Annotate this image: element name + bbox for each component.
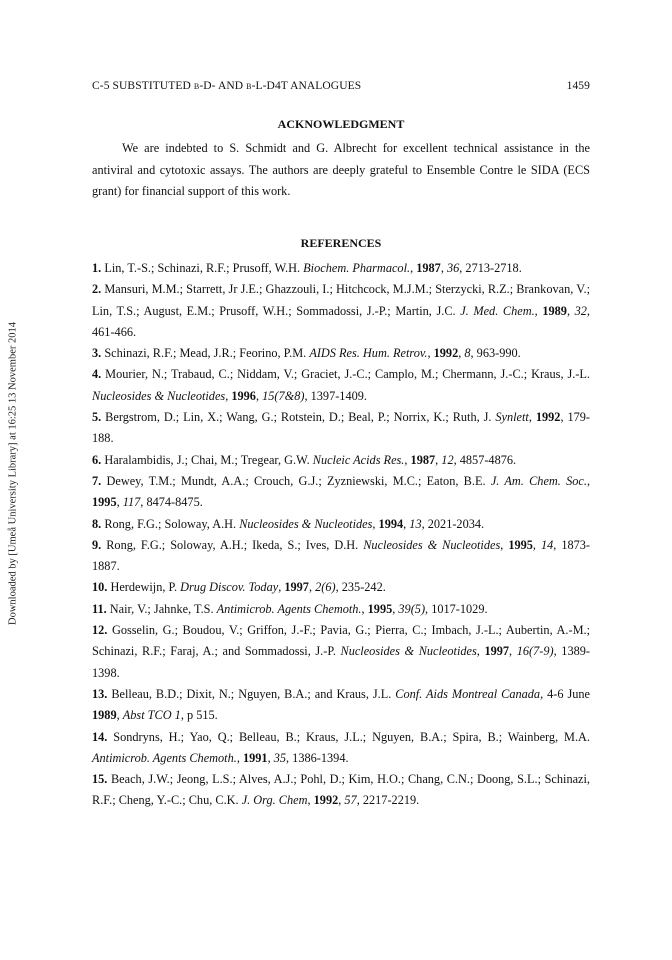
reference-authors: Nair, V.; Jahnke, T.S. xyxy=(109,601,214,616)
reference-authors: Bergstrom, D.; Lin, X.; Wang, G.; Rotstein, D.; Beal, P.; Norrix, K.; Ruth, J. xyxy=(105,410,492,425)
reference-authors: Schinazi, R.F.; Mead, J.R.; Feorino, P.M. xyxy=(104,346,307,361)
reference-item: 3. Schinazi, R.F.; Mead, J.R.; Feorino, P.M. AIDS Res. Hum. Retrov., 1992, 8, 963-990. xyxy=(92,346,521,361)
reference-pages: , 1017-1029. xyxy=(425,601,488,616)
reference-year: 1995 xyxy=(367,601,393,616)
reference-year: 1987 xyxy=(410,452,436,467)
reference-authors: Mourier, N.; Trabaud, C.; Niddam, V.; Graciet, J.-C.; Camplo, M.; Chermann, J.-C.; Kraus, J.-L. xyxy=(105,367,590,382)
reference-authors: Gosselin, G.; Boudou, V.; Griffon, J.-F.; Pavia, G.; Pierra, C.; Imbach, J.-L.; Aubertin, A.-M.; Schinazi, R.F.; Faraj, A.; and Sommadossi, J.-P. xyxy=(92,623,590,659)
reference-authors: Mansuri, M.M.; Starrett, Jr J.E.; Ghazzouli, I.; Hitchcock, M.J.M.; Sterzycki, R.Z.; Brankovan, V.; Lin, T.S.; August, E.M.; Prusoff, W.H.; Sommadossi, J.-P.; Martin, J.C. xyxy=(92,282,590,318)
reference-item: 11. Nair, V.; Jahnke, T.S. Antimicrob. Agents Chemoth., 1995, 39(5), 1017-1029. xyxy=(92,601,488,616)
reference-volume: 16(7-9) xyxy=(516,644,554,659)
reference-journal: Drug Discov. Today xyxy=(180,580,279,595)
reference-authors: Dewey, T.M.; Mundt, A.A.; Crouch, G.J.; Zyzniewski, M.C.; Eaton, B.E. xyxy=(106,473,486,488)
running-title: C-5 SUBSTITUTED β-D- AND β-L-D4T ANALOGUES xyxy=(92,80,362,92)
reference-number: 3. xyxy=(92,346,102,361)
running-header xyxy=(92,80,590,92)
reference-pages: , 1386-1394. xyxy=(286,750,349,765)
acknowledgment-heading: ACKNOWLEDGMENT xyxy=(277,117,405,131)
reference-item: 4. Mourier, N.; Trabaud, C.; Niddam, V.; Graciet, J.-C.; Camplo, M.; Chermann, J.-C.; Kraus, J.-L. Nucleosides & Nucleotides, 1996, 15(7&8), 1397-1409. xyxy=(92,367,590,403)
reference-journal: Antimicrob. Agents Chemoth. xyxy=(216,601,362,616)
reference-volume: 32 xyxy=(574,303,587,318)
reference-authors: Haralambidis, J.; Chai, M.; Tregear, G.W. xyxy=(104,452,310,467)
reference-year: 1987 xyxy=(416,261,441,275)
reference-item: 14. Sondryns, H.; Yao, Q.; Belleau, B.; Kraus, J.L.; Nguyen, B.A.; Spira, B.; Wainberg, M.A. Antimicrob. Agents Chemoth., 1991, 35, 1386-1394. xyxy=(92,729,590,765)
reference-year: 1995 xyxy=(508,537,533,552)
reference-pages: , p 515. xyxy=(180,708,218,723)
reference-number: 5. xyxy=(92,410,102,425)
reference-journal: Biochem. Pharmacol. xyxy=(303,261,411,275)
reference-pages: , 2021-2034. xyxy=(421,516,485,531)
reference-volume: 36 xyxy=(446,261,460,275)
reference-year: 1997 xyxy=(484,644,510,659)
acknowledgment-text: We are indebted to S. Schmidt and G. Albrecht for excellent technical assistance in the antiviral and cytotoxic assays. The authors are deeply grateful to Ensemble Contre le SIDA (ECS grant) for financial support of this work. xyxy=(92,141,590,198)
reference-volume: Abst TCO 1 xyxy=(122,708,181,723)
reference-authors: Lin, T.-S.; Schinazi, R.F.; Prusoff, W.H. xyxy=(104,261,301,275)
reference-number: 4. xyxy=(92,367,102,382)
reference-year: 1997 xyxy=(284,580,309,595)
reference-number: 10. xyxy=(92,580,108,595)
reference-journal: Nucleosides & Nucleotides xyxy=(340,644,477,659)
reference-year: 1992 xyxy=(535,410,561,425)
reference-volume: 57 xyxy=(344,793,357,808)
reference-item: 5. Bergstrom, D.; Lin, X.; Wang, G.; Rotstein, D.; Beal, P.; Norrix, K.; Ruth, J. Synlett, 1992, 179-188. xyxy=(92,410,590,446)
reference-authors: Sondryns, H.; Yao, Q.; Belleau, B.; Kraus, J.L.; Nguyen, B.A.; Spira, B.; Wainberg, M.A. xyxy=(113,729,590,744)
reference-year: 1992 xyxy=(433,346,459,361)
reference-pages: , 2713-2718. xyxy=(459,261,522,275)
reference-pages: , 963-990. xyxy=(470,346,521,361)
reference-journal: Synlett xyxy=(495,410,529,425)
reference-volume: 14 xyxy=(540,537,554,552)
reference-pages: , 2217-2219. xyxy=(356,793,420,808)
reference-volume: 2(6) xyxy=(315,580,336,595)
reference-journal: Nucleosides & Nucleotides xyxy=(92,388,226,403)
reference-journal: Nucleosides & Nucleotides xyxy=(363,537,501,552)
reference-volume: 35 xyxy=(273,750,287,765)
reference-year: 1989 xyxy=(92,708,117,723)
reference-journal: J. Org. Chem xyxy=(241,793,308,808)
reference-item: 13. Belleau, B.D.; Dixit, N.; Nguyen, B.A.; and Kraus, J.L. Conf. Aids Montreal Canada, 4-6 June 1989, Abst TCO 1, p 515. xyxy=(92,686,590,723)
reference-year: 1995 xyxy=(92,495,117,510)
reference-number: 2. xyxy=(92,282,102,297)
reference-volume: 8 xyxy=(464,346,471,361)
reference-pages: , 8474-8475. xyxy=(140,495,203,510)
reference-year: 1989 xyxy=(542,303,567,318)
reference-volume: 117 xyxy=(122,495,141,510)
reference-number: 1. xyxy=(92,261,102,275)
reference-volume: 15(7&8) xyxy=(262,388,305,403)
reference-item: 2. Mansuri, M.M.; Starrett, Jr J.E.; Ghazzouli, I.; Hitchcock, M.J.M.; Sterzycki, R.Z.; Brankovan, V.; Lin, T.S.; August, E.M.; Prusoff, W.H.; Sommadossi, J.-P.; Martin, J.C. J. Med. Chem., 1989, 32, 461-466. xyxy=(92,282,590,339)
reference-authors: Rong, F.G.; Soloway, A.H.; Ikeda, S.; Ives, D.H. xyxy=(106,537,359,552)
reference-volume: 13 xyxy=(409,516,422,531)
reference-item: 15. Beach, J.W.; Jeong, L.S.; Alves, A.J.; Pohl, D.; Kim, H.O.; Chang, C.N.; Doong, S.L.; Schinazi, R.F.; Cheng, Y.-C.; Chu, C.K. J. Org. Chem, 1992, 57, 2217-2219. xyxy=(92,772,591,808)
reference-volume: 39(5) xyxy=(398,601,426,616)
reference-number: 13. xyxy=(92,686,108,701)
reference-volume: 12 xyxy=(441,452,454,467)
reference-number: 12. xyxy=(92,623,108,638)
references-heading: REFERENCES xyxy=(300,236,382,250)
page-number: 1459 xyxy=(566,80,590,92)
reference-pages: , 1389-1398. xyxy=(92,644,590,680)
reference-list xyxy=(92,258,590,812)
reference-number: 9. xyxy=(92,537,102,552)
reference-number: 11. xyxy=(92,601,107,616)
reference-pages: , 1397-1409. xyxy=(304,388,367,403)
reference-year: 1996 xyxy=(231,388,256,403)
download-watermark: Downloaded by [Umeå University Library] at 16:25 13 November 2014 xyxy=(7,322,19,625)
reference-authors: Belleau, B.D.; Dixit, N.; Nguyen, B.A.; and Kraus, J.L. xyxy=(111,686,392,701)
reference-item: 10. Herdewijn, P. Drug Discov. Today, 1997, 2(6), 235-242. xyxy=(92,580,386,595)
reference-year: 1991 xyxy=(242,750,268,765)
reference-number: 6. xyxy=(92,452,102,467)
reference-journal: AIDS Res. Hum. Retrov. xyxy=(309,346,428,361)
reference-item: 1. Lin, T.-S.; Schinazi, R.F.; Prusoff, W.H. Biochem. Pharmacol., 1987, 36, 2713-2718. xyxy=(92,261,522,275)
reference-journal: Conf. Aids Montreal Canada xyxy=(395,686,541,701)
reference-authors: Herdewijn, P. xyxy=(110,580,178,595)
reference-number: 15. xyxy=(92,772,108,787)
reference-pages: , 4857-4876. xyxy=(453,452,517,467)
reference-number: 8. xyxy=(92,516,102,531)
reference-year: 1992 xyxy=(313,793,339,808)
reference-journal: J. Med. Chem. xyxy=(460,303,535,318)
reference-number: 14. xyxy=(92,729,108,744)
reference-journal: J. Am. Chem. Soc. xyxy=(490,473,587,488)
reference-authors: Beach, J.W.; Jeong, L.S.; Alves, A.J.; Pohl, D.; Kim, H.O.; Chang, C.N.; Doong, S.L.; Schinazi, R.F.; Cheng, Y.-C.; Chu, C.K. xyxy=(92,772,591,808)
reference-journal: Nucleosides & Nucleotides xyxy=(239,516,373,531)
reference-pages: , 179-188. xyxy=(92,410,590,446)
reference-item: 8. Rong, F.G.; Soloway, A.H. Nucleosides & Nucleotides, 1994, 13, 2021-2034. xyxy=(92,516,485,531)
reference-pages: , 235-242. xyxy=(335,580,386,595)
reference-pages: , 461-466. xyxy=(92,303,590,339)
reference-journal: Nucleic Acids Res. xyxy=(312,452,405,467)
reference-item: 7. Dewey, T.M.; Mundt, A.A.; Crouch, G.J.; Zyzniewski, M.C.; Eaton, B.E. J. Am. Chem. Soc., 1995, 117, 8474-8475. xyxy=(92,473,591,510)
reference-item: 9. Rong, F.G.; Soloway, A.H.; Ikeda, S.; Ives, D.H. Nucleosides & Nucleotides, 1995, 14, 1873-1887. xyxy=(92,537,591,574)
reference-year: 1994 xyxy=(378,516,404,531)
reference-number: 7. xyxy=(92,473,102,488)
reference-pages: , 1873-1887. xyxy=(92,537,591,574)
reference-journal: Antimicrob. Agents Chemoth. xyxy=(92,750,237,765)
reference-item: 6. Haralambidis, J.; Chai, M.; Tregear, G.W. Nucleic Acids Res., 1987, 12, 4857-4876. xyxy=(92,452,517,467)
reference-authors: Rong, F.G.; Soloway, A.H. xyxy=(104,516,237,531)
reference-date: , 4-6 June xyxy=(540,686,590,701)
reference-item: 12. Gosselin, G.; Boudou, V.; Griffon, J.-F.; Pavia, G.; Pierra, C.; Imbach, J.-L.; Aubertin, A.-M.; Schinazi, R.F.; Faraj, A.; and Sommadossi, J.-P. Nucleosides & Nucleotides, 1997, 16(7-9), 1389-1398. xyxy=(92,623,590,680)
